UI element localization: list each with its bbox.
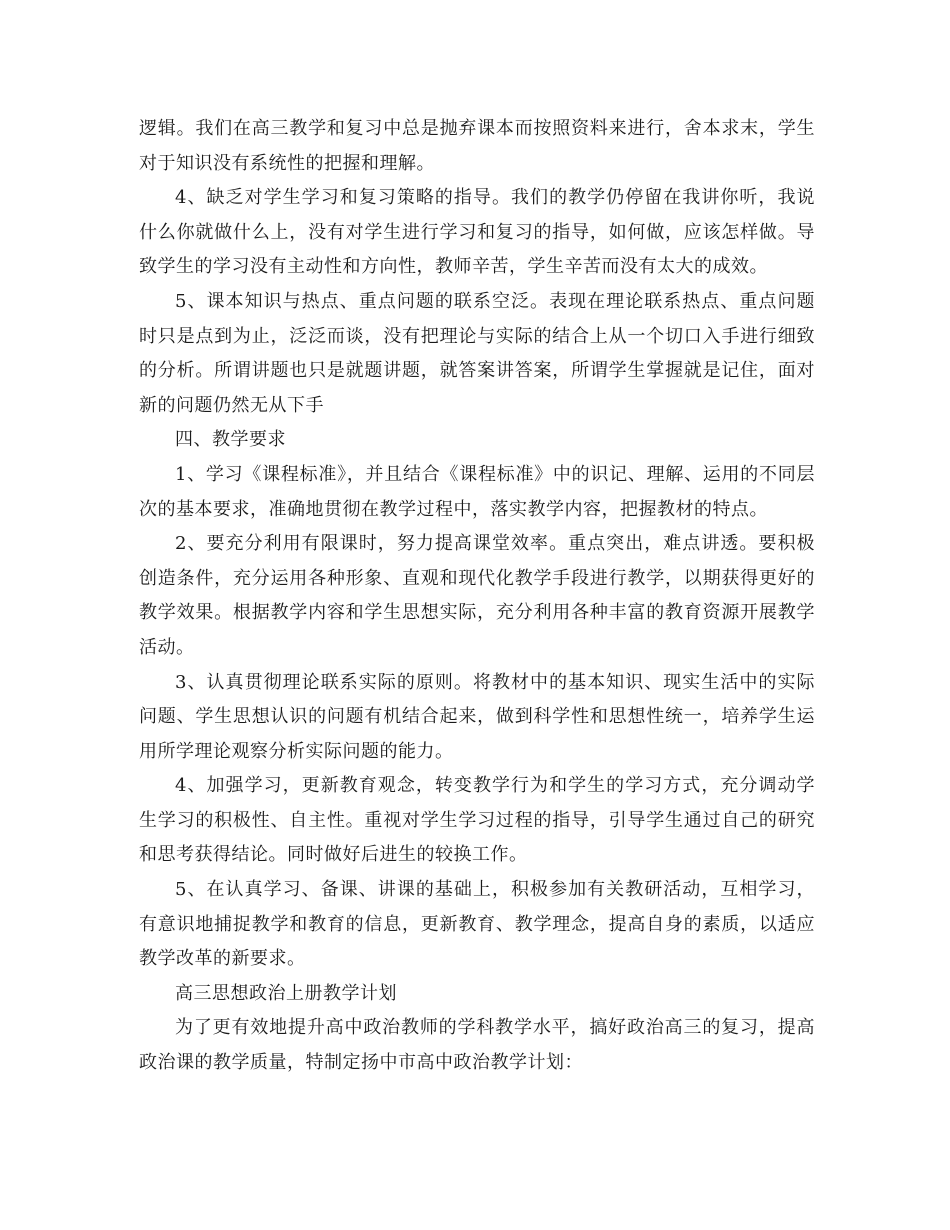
section-heading-teaching-requirements: 四、教学要求 <box>175 429 286 451</box>
paragraph-requirement-2: 2、要充分利用有限课时，努力提高课堂效率。重点突出，难点讲透。要积极创造条件，充分运用各种形象、直观和现代化教学手段进行教学，以期获得更好的教学效果。根据教学内容和学生思想实际，充分利用各种丰富的教育资源开展教学活动。 <box>139 533 815 658</box>
paragraph-requirement-3: 3、认真贯彻理论联系实际的原则。将教材中的基本知识、现实生活中的实际问题、学生思想认识的问题有机结合起来，做到科学性和思想性统一，培养学生运用所学理论观察分析实际问题的能力。 <box>139 671 815 762</box>
paragraph-requirement-5: 5、在认真学习、备课、讲课的基础上，积极参加有关教研活动，互相学习，有意识地捕捉教学和教育的信息，更新教育、教学理念，提高自身的素质，以适应教学改革的新要求。 <box>139 879 815 970</box>
paragraph-hotspot-connection: 5、课本知识与热点、重点问题的联系空泛。表现在理论联系热点、重点问题时只是点到为止，泛泛而谈，没有把理论与实际的结合上从一个切口入手进行细致的分析。所谓讲题也只是就题讲题，就答案讲答案，所谓学生掌握就是记住，面对新的问题仍然无从下手 <box>139 290 815 416</box>
paragraph-requirement-4: 4、加强学习，更新教育观念，转变教学行为和学生的学习方式，充分调动学生学习的积极性、自主性。重视对学生学习过程的指导，引导学生通过自己的研究和思考获得结论。同时做好后进生的较换工作。 <box>139 775 815 866</box>
paragraph-requirement-1: 1、学习《课程标准》，并且结合《课程标准》中的识记、理解、运用的不同层次的基本要求，准确地贯彻在教学过程中，落实教学内容，把握教材的特点。 <box>139 463 815 520</box>
paragraph-strategy-guidance: 4、缺乏对学生学习和复习策略的指导。我们的教学仍停留在我讲你听，我说什么你就做什么上，没有对学生进行学习和复习的指导，如何做，应该怎样做。导致学生的学习没有主动性和方向性，教师辛苦，学生辛苦而没有太大的成效。 <box>139 187 815 278</box>
paragraph-plan-intro: 为了更有效地提升高中政治教师的学科教学水平，搞好政治高三的复习，提高政治课的教学质量，特制定扬中市高中政治教学计划： <box>139 1017 815 1074</box>
paragraph-logic-continuation: 逻辑。我们在高三教学和复习中总是抛弃课本而按照资料来进行，舍本求末，学生对于知识没有系统性的把握和理解。 <box>139 118 815 174</box>
section-heading-plan-title: 高三思想政治上册教学计划 <box>175 982 397 1004</box>
document-body <box>139 112 815 1081</box>
